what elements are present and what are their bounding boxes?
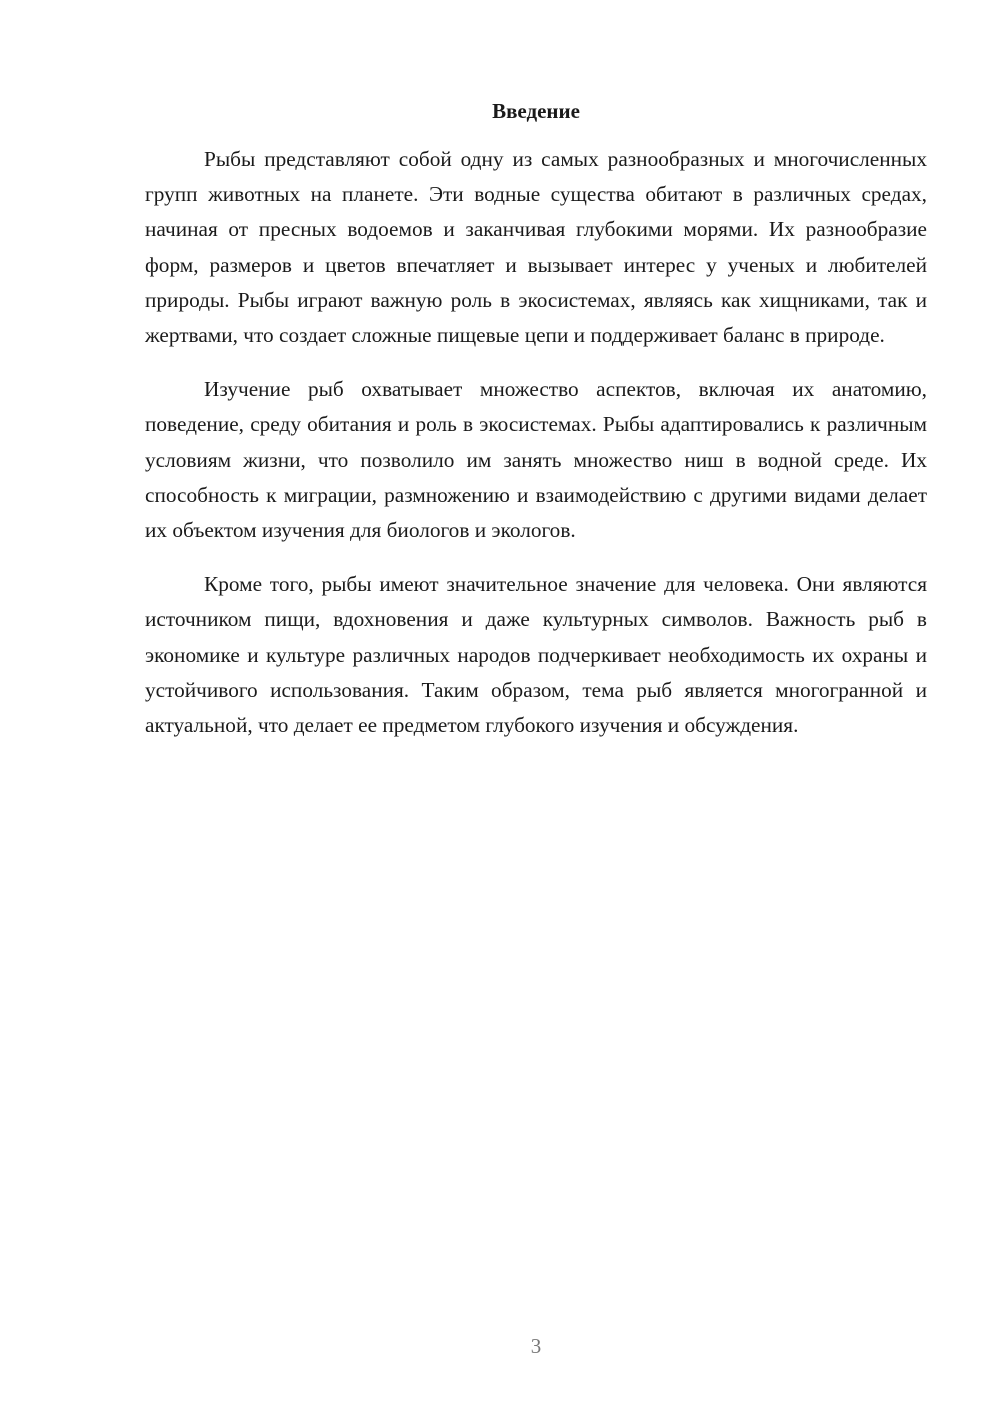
body-text	[145, 142, 927, 762]
paragraph-3: Кроме того, рыбы имеют значительное значение для человека. Они являются источником пищи, вдохновения и даже культурных символов. Важность рыб в экономике и культуре различных народов подчеркивает необходимость их охраны и устойчивого использования. Таким образом, тема рыб является многогранной и актуальной, что делает ее предметом глубокого изучения и обсуждения.	[145, 572, 927, 738]
page-number: 3	[530, 1334, 542, 1358]
paragraph-1: Рыбы представляют собой одну из самых разнообразных и многочисленных групп животных на планете. Эти водные существа обитают в различных средах, начиная от пресных водоемов и заканчивая глубокими морями. Их разнообразие форм, размеров и цветов впечатляет и вызывает интерес у ученых и любителей природы. Рыбы играют важную роль в экосистемах, являясь как хищниками, так и жертвами, что создает сложные пищевые цепи и поддерживает баланс в природе.	[145, 147, 927, 348]
section-heading: Введение	[492, 99, 580, 123]
paragraph-2: Изучение рыб охватывает множество аспектов, включая их анатомию, поведение, среду обитания и роль в экосистемах. Рыбы адаптировались к различным условиям жизни, что позволило им занять множество ниш в водной среде. Их способность к миграции, размножению и взаимодействию с другими видами делает их объектом изучения для биологов и экологов.	[145, 377, 927, 543]
